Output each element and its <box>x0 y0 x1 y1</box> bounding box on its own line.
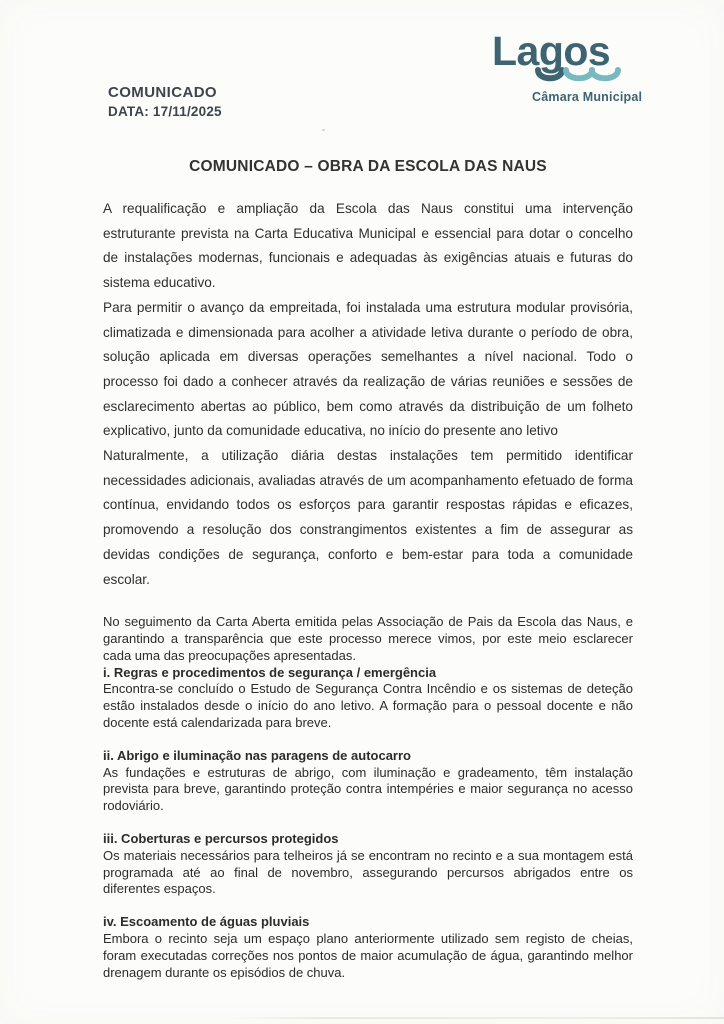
section-covered-walkways <box>103 831 633 898</box>
section-bus-stop-shelter <box>103 748 633 815</box>
section-heading: i. Regras e procedimentos de segurança / emergência <box>103 664 437 680</box>
intro-paragraph-2: Para permitir o avanço da empreitada, foi instalada uma estrutura modular provisória, climatizada e dimensionada para acolher a atividade letiva durante o período de obra, solução aplicada em diversas operações semelhantes a nível nacional. Todo o processo foi dado a conhecer através da realização de várias reuniões e sessões de esclarecimento abertas ao público, bem como através da distribuição de um folheto explicativo, junto da comunidade educativa, no início do presente ano letivo <box>103 299 633 439</box>
wave-icon <box>534 67 624 85</box>
lead-paragraph: No seguimento da Carta Aberta emitida pelas Associação de Pais da Escola das Naus, e garantindo a transparência que este processo merece vimos, por este meio esclarecer cada uma das preocupações apresentadas. <box>103 614 633 663</box>
document-body <box>103 158 633 981</box>
section-body: Embora o recinto seja um espaço plano anteriormente utilizado sem registo de cheias, foram executadas correções nos pontos de maior acumulação de água, garantindo melhor drenagem durante os episódios de chuva. <box>103 931 633 980</box>
section-body: Encontra-se concluído o Estudo de Segurança Contra Incêndio e os sistemas de deteção estão instalados desde o início do ano letivo. A formação para o pessoal docente e não docente está calendarizada para breve. <box>103 681 633 731</box>
logo-wordmark: Lagos <box>492 28 611 74</box>
lagos-municipal-logo <box>492 28 643 108</box>
section-heading: ii. Abrigo e iluminação nas paragens de autocarro <box>103 747 411 763</box>
section-body: As fundações e estruturas de abrigo, com iluminação e gradeamento, têm instalação prevista para breve, garantindo proteção contra intempéries e maior segurança no acesso rodoviário. <box>103 764 633 814</box>
logo-subtitle: Câmara Municipal <box>532 90 643 104</box>
intro-paragraph-3: Naturalmente, a utilização diária destas instalações tem permitido identificar necessidades adicionais, avaliadas através de um acompanhamento efetuado de forma contínua, envidando todos os esforços para garantir respostas rápidas e eficazes, promovendo a resolução dos constrangimentos existentes a fim de assegurar as devidas condições de segurança, conforto e bem-estar para toda a comunidade escolar. <box>103 448 633 587</box>
clarifications-block <box>103 614 633 981</box>
intro-block <box>103 197 633 592</box>
section-body: Os materiais necessários para telheiros já se encontram no recinto e a sua montagem está programada até ao final de novembro, assegurando percursos abrigados entre os diferentes espaços. <box>103 847 633 897</box>
document-title: COMUNICADO – OBRA DA ESCOLA DAS NAUS <box>189 158 547 175</box>
scan-edge-shadow <box>228 1017 724 1019</box>
section-heading: iv. Escoamento de águas pluviais <box>103 914 310 930</box>
doc-type-label: COMUNICADO <box>108 84 217 101</box>
section-heading: iii. Coberturas e percursos protegidos <box>103 831 339 847</box>
scan-speck-artifact <box>322 129 325 131</box>
section-rainwater-drainage <box>103 914 633 981</box>
section-safety-procedures <box>103 665 633 732</box>
document-header <box>108 84 222 119</box>
intro-paragraph-1: A requalificação e ampliação da Escola das Naus constitui uma intervenção estruturante prevista na Carta Educativa Municipal e essencial para dotar o concelho de instalações modernas, funcionais e adequadas às exigências atuais e futuras do sistema educativo. <box>103 201 633 291</box>
doc-date-label: DATA: 17/11/2025 <box>108 104 222 119</box>
